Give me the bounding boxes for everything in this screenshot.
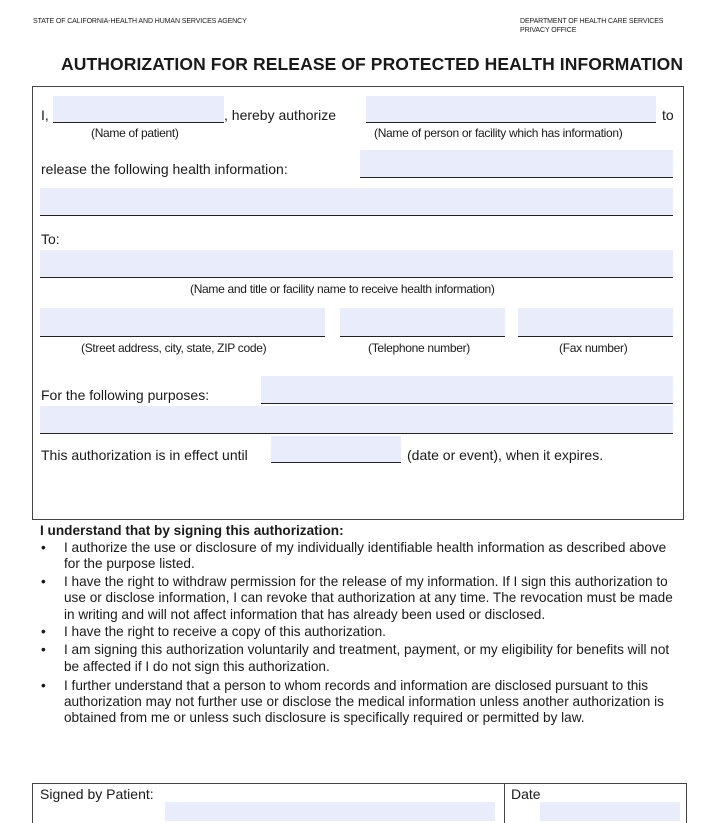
understand-item: • I authorize the use or disclosure of my individually identifiable health information as described above for the purpose listed. [41,540,667,572]
understand-item: • I have the right to withdraw permission for the release of my information. If I sign this authorization to use or disclose information, I can revoke that authorization at any time. The revocation must be made in writing and will not affect information that has already been used or disclosed. [41,574,673,622]
signed-by-patient-label: Signed by Patient: [40,786,154,802]
patient-name-input[interactable] [53,96,224,123]
bullet-icon: • [41,574,46,590]
understand-heading: I understand that by signing this authorization: [40,523,344,538]
understand-list [40,540,685,728]
expiration-input[interactable] [271,436,401,463]
department-name: DEPARTMENT OF HEALTH CARE SERVICES [520,18,664,25]
hereby-authorize-label: , hereby authorize [224,107,337,123]
address-caption: (Street address, city, state, ZIP code) [81,341,267,355]
office-name: PRIVACY OFFICE [520,27,577,34]
purposes-input-2[interactable] [40,406,673,434]
holder-name-caption: (Name of person or facility which has information) [374,126,623,140]
understand-item: • I am signing this authorization voluntarily and treatment, payment, or my eligibility for benefits will not be affected if I do not sign this authorization. [41,642,670,674]
street-address-input[interactable] [40,308,325,337]
expires-label: (date or event), when it expires. [407,447,604,463]
agency-name: STATE OF CALIFORNIA-HEALTH AND HUMAN SERVICES AGENCY [33,18,247,25]
bullet-icon: • [41,642,46,658]
signature-date-input[interactable] [540,802,680,821]
bullet-icon: • [41,677,46,693]
purposes-input-1[interactable] [261,376,673,404]
recipient-name-input[interactable] [40,250,673,278]
telephone-input[interactable] [340,308,505,337]
fax-caption: (Fax number) [559,341,628,355]
understand-item: • I have the right to receive a copy of this authorization. [41,624,386,640]
to-suffix: to [662,107,674,123]
bullet-icon: • [41,540,46,555]
form-title: AUTHORIZATION FOR RELEASE OF PROTECTED HEALTH INFORMATION [61,54,684,74]
patient-name-caption: (Name of patient) [91,126,179,140]
fax-input[interactable] [518,308,673,337]
health-info-input-1[interactable] [360,150,673,178]
understand-item: • I further understand that a person to whom records and information are disclosed pursuant to this authorization may not further use or disclose the medical information unless another authorization is obtained from me or unless such disclosure is specifically required or permitted by law. [41,677,664,726]
date-label: Date [511,786,541,802]
bullet-icon: • [41,624,46,640]
signature-divider [504,783,505,823]
telephone-caption: (Telephone number) [368,341,470,355]
i-label: I, [41,107,49,123]
information-holder-input[interactable] [366,96,656,123]
to-label: To: [41,231,60,247]
patient-signature-input[interactable] [165,802,495,821]
effect-label: This authorization is in effect until [41,447,248,463]
purposes-label: For the following purposes: [41,387,210,403]
release-label: release the following health information: [41,161,288,177]
recipient-name-caption: (Name and title or facility name to receive health information) [190,282,495,296]
health-info-input-2[interactable] [40,188,673,216]
